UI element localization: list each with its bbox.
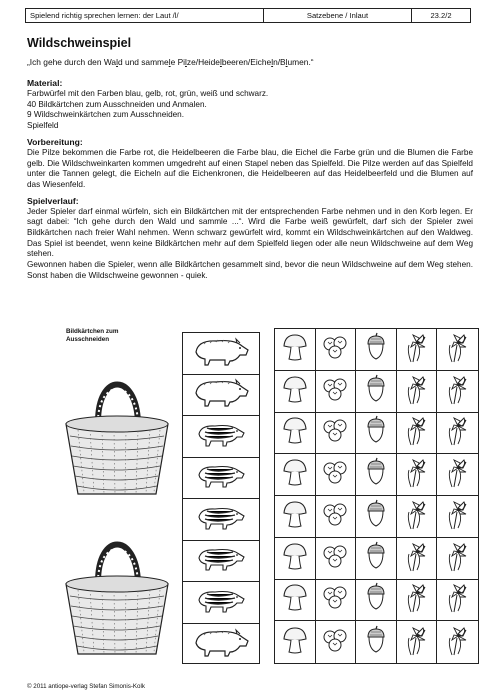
picture-card xyxy=(356,580,397,622)
picture-card xyxy=(397,329,438,371)
daffodil-icon xyxy=(403,456,431,493)
picture-card xyxy=(275,454,316,496)
sentence-underlined-l: l xyxy=(219,57,222,67)
sentence-part: beeren/Eiche xyxy=(221,57,272,67)
boar-icon xyxy=(190,334,252,373)
mushroom-icon xyxy=(281,625,309,660)
picture-card xyxy=(437,538,478,580)
sentence-part: d und samme xyxy=(117,57,169,67)
daffodil-icon xyxy=(403,373,431,410)
picture-card xyxy=(316,371,357,413)
material-line: Farbwürfel mit den Farben blau, gelb, rot, grün, weiß und schwarz. xyxy=(27,89,269,98)
daffodil-icon xyxy=(444,624,472,661)
blueberry-icon xyxy=(321,417,349,448)
sentence-part: „Ich gehe durch den Wa xyxy=(27,57,117,67)
picture-card xyxy=(397,496,438,538)
picture-card xyxy=(275,496,316,538)
picture-cards-grid xyxy=(274,328,479,664)
cards-label-text: Bildkärtchen zum Ausschneiden xyxy=(66,328,119,343)
boar-card xyxy=(183,582,259,624)
mushroom-icon xyxy=(281,332,309,367)
boar-icon xyxy=(193,503,249,536)
copyright-footer: © 2011 antiope-verlag Stefan Simonis-Kolk xyxy=(27,683,145,690)
sentence-part: e Pi xyxy=(170,57,186,67)
picture-card xyxy=(275,371,316,413)
picture-card xyxy=(397,413,438,455)
picture-card xyxy=(316,329,357,371)
spielverlauf-heading: Spielverlauf: xyxy=(27,195,79,206)
acorn-icon xyxy=(364,625,388,660)
sentence-part: n/B xyxy=(273,57,286,67)
picture-card xyxy=(356,496,397,538)
spielverlauf-text: Jeder Spieler darf einmal würfeln, sich ein Bildkärtchen mit der entsprechenden Farbe nehmen und in den Korb legen. Er sagt dabei: “Ich gehe durch den Wald und sammle ...“. Wird die Farbe weiß gewürfelt, darf sich der Spieler zwei Bildkärtchen nach freier Wahl nehmen. Wenn schwarz gewürfelt wird, kommt ein Wildschweinkärtchen auf den Waldweg. Das Spiel ist beendet, wenn keine Bildkärtchen mehr auf dem Spielfeld liegen oder alle neun Wildschweine auf dem Weg stehen. xyxy=(27,206,473,259)
picture-card xyxy=(397,580,438,622)
daffodil-icon xyxy=(403,331,431,368)
page-title: Wildschweinspiel xyxy=(27,36,132,50)
acorn-icon xyxy=(364,415,388,450)
picture-card xyxy=(316,538,357,580)
boar-icon xyxy=(190,375,252,414)
header-page-number: 23.2/2 xyxy=(430,11,452,20)
header-topic: Satzebene / Inlaut xyxy=(264,9,412,22)
daffodil-icon xyxy=(444,456,472,493)
acorn-icon xyxy=(364,332,388,367)
mushroom-icon xyxy=(281,374,309,409)
picture-card xyxy=(275,580,316,622)
blueberry-icon xyxy=(321,334,349,365)
picture-card xyxy=(437,329,478,371)
mushroom-icon xyxy=(281,415,309,450)
boar-card xyxy=(183,458,259,500)
boar-icon xyxy=(190,625,252,664)
vorbereitung-heading: Vorbereitung: xyxy=(27,136,83,147)
picture-card xyxy=(275,621,316,663)
picture-card xyxy=(397,371,438,413)
sentence-part: umen.“ xyxy=(287,57,314,67)
sentence-part: ze/Heide xyxy=(186,57,220,67)
daffodil-icon xyxy=(403,498,431,535)
picture-card xyxy=(316,454,357,496)
blueberry-icon xyxy=(321,584,349,615)
daffodil-icon xyxy=(403,540,431,577)
daffodil-icon xyxy=(444,540,472,577)
daffodil-icon xyxy=(444,581,472,618)
mushroom-icon xyxy=(281,582,309,617)
picture-card xyxy=(437,580,478,622)
picture-card xyxy=(356,454,397,496)
sentence-underlined-l: l xyxy=(285,57,288,67)
boar-card xyxy=(183,375,259,417)
picture-card xyxy=(356,413,397,455)
acorn-icon xyxy=(364,457,388,492)
picture-card xyxy=(356,329,397,371)
material-line: Spielfeld xyxy=(27,121,59,131)
sentence-underlined-l: l xyxy=(116,57,118,67)
mushroom-icon xyxy=(281,499,309,534)
picture-card xyxy=(437,496,478,538)
boar-card xyxy=(183,624,259,666)
picture-card xyxy=(316,496,357,538)
header-bar xyxy=(25,8,471,23)
target-sentence xyxy=(27,56,473,68)
picture-card xyxy=(437,621,478,663)
boar-card xyxy=(183,416,259,458)
boar-cards xyxy=(182,332,260,664)
blueberry-icon xyxy=(321,501,349,532)
picture-card xyxy=(397,538,438,580)
boar-icon xyxy=(193,420,249,453)
cutout-illustrations xyxy=(58,322,478,667)
picture-card xyxy=(356,621,397,663)
boar-card xyxy=(183,541,259,583)
material-line: 9 Wildschweinkärtchen zum Ausschneiden. xyxy=(27,110,185,120)
picture-card xyxy=(275,413,316,455)
daffodil-icon xyxy=(403,581,431,618)
picture-card xyxy=(356,371,397,413)
mushroom-icon xyxy=(281,457,309,492)
acorn-icon xyxy=(364,541,388,576)
picture-card xyxy=(437,371,478,413)
sentence-underlined-l: l xyxy=(185,57,187,67)
header-series: Spielend richtig sprechen lernen: der Laut /l/ xyxy=(26,9,264,22)
mushroom-icon xyxy=(281,541,309,576)
picture-card xyxy=(397,621,438,663)
picture-card xyxy=(316,580,357,622)
vorbereitung-text: Die Pilze bekommen die Farbe rot, die Heidelbeeren die Farbe blau, die Eichel die Farbe grün und die Blumen die Farbe gelb. Die Wildschweinkarten kommen umgedreht auf einen Stapel neben das Spielfeld. Die Pilze werden auf das Spielfeld unter die Tannen gelegt, die Eicheln auf die Eichenkronen, die Heidelbeeren auf das Heidelbeerfeld und die Blumen auf das Wiesenfeld. xyxy=(27,147,473,189)
acorn-icon xyxy=(364,582,388,617)
picture-card xyxy=(316,413,357,455)
picture-card xyxy=(437,413,478,455)
boar-card xyxy=(183,333,259,375)
blueberry-icon xyxy=(321,543,349,574)
basket-icon xyxy=(58,352,176,502)
spielverlauf-result: Gewonnen haben die Spieler, wenn alle Bildkärtchen gesammelt sind, bevor die neun Wildschweine auf dem Weg stehen. Sonst haben die Wildschweine gewonnen - quiek. xyxy=(27,260,473,280)
daffodil-icon xyxy=(444,331,472,368)
daffodil-icon xyxy=(403,624,431,661)
worksheet-body xyxy=(27,36,473,282)
daffodil-icon xyxy=(444,498,472,535)
acorn-icon xyxy=(364,374,388,409)
picture-card xyxy=(275,538,316,580)
picture-card xyxy=(316,621,357,663)
blueberry-icon xyxy=(321,459,349,490)
daffodil-icon xyxy=(444,373,472,410)
picture-card xyxy=(356,538,397,580)
sentence-underlined-l: l xyxy=(271,57,274,67)
material-line: 40 Bildkärtchen zum Ausschneiden und Anmalen. xyxy=(27,99,207,109)
blueberry-icon xyxy=(321,376,349,407)
boar-card xyxy=(183,499,259,541)
basket-icon xyxy=(58,512,176,662)
boar-icon xyxy=(193,544,249,577)
sentence-underlined-l: l xyxy=(168,57,171,67)
blueberry-icon xyxy=(321,627,349,658)
boar-icon xyxy=(193,586,249,619)
picture-card xyxy=(437,454,478,496)
boar-icon xyxy=(193,461,249,494)
daffodil-icon xyxy=(403,414,431,451)
material-heading: Material: xyxy=(27,78,63,88)
picture-card xyxy=(397,454,438,496)
acorn-icon xyxy=(364,499,388,534)
picture-card xyxy=(275,329,316,371)
cards-label xyxy=(66,328,118,344)
daffodil-icon xyxy=(444,414,472,451)
